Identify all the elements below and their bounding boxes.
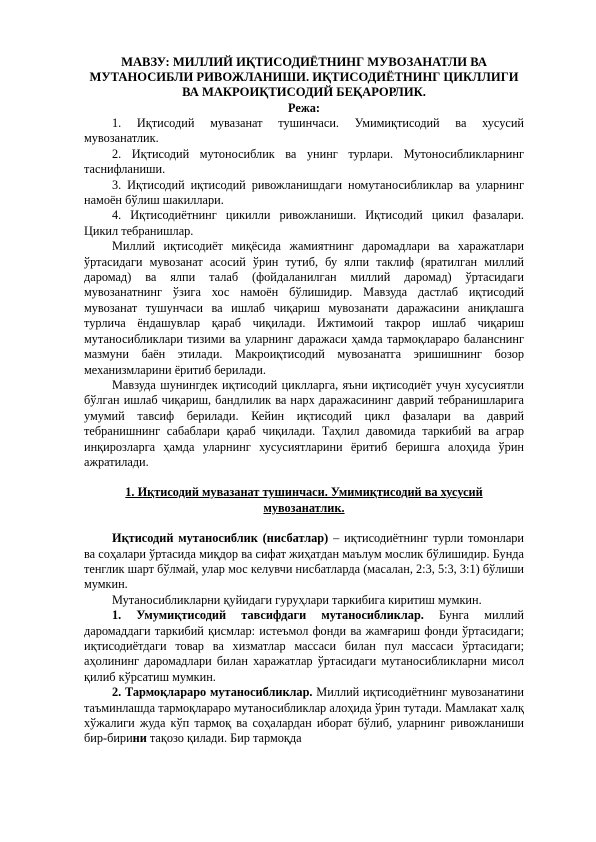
intersectoral-bold-fragment: ни (132, 731, 147, 746)
intersectoral-text-a: Миллий иқтисодиётнинг мувозанатини таъминлашда тармоқлараро мутаносибликлар алоҳида ўрин тутади. Мамлакат халқ хўжалиги жуда кўп тармоқ ва соҳалардан иборат бўлиб, уларнинг ривожланиши бир-бири (84, 685, 524, 746)
plan-item-2: 2. Иқтисодий мутоносиблик ва унинг турлари. Мутоносибликларнинг таснифланиши. (84, 146, 524, 177)
paragraph-intersectoral (84, 685, 524, 747)
general-proportions-text: Бунга миллий даромаддаги таркибий қисмлар: истеъмол фонди ва жамғариш фонди ўртасидаги; иқтисодиётдаги товар ва хизматлар массаси билан пул массаси ўртасидаги; аҳолининг даромадлари билан харажатлар ўртасидаги мутаносибликларни мисол қилиб кўрсатиш мумкин. (84, 608, 524, 684)
intersectoral-heading: 2. Тармоқлараро мутаносибликлар. (112, 685, 313, 700)
document-title: МАВЗУ: МИЛЛИЙ ИҚТИСОДИЁТНИНГ МУВОЗАНАТЛИ ВА МУТАНОСИБЛИ РИВОЖЛАНИШИ. ИҚТИСОДИЁТНИНГ ЦИКЛЛИГИ ВА МАКРОИҚТИСОДИЙ БЕҚАРОРЛИК. (89, 55, 519, 100)
definition-text: – иқтисодиётнинг турли томонлари ва соҳалари ўртасида миқдор ва сифат жиҳатдан маълум мослик бўлишидир. Бунда тенглик шарт бўлмай, улар мос келувчи нисбатларда (масалан, 2:3, 5:3, 3:1) бўлиши мумкин. (84, 531, 525, 592)
term-bold: Иқтисодий мутаносиблик (нисбатлар) (112, 531, 329, 546)
section-1-heading: 1. Иқтисодий мувазанат тушинчаси. Умимиқтисодий ва хусусий мувозанатлик. (125, 485, 483, 515)
intro-paragraph-2: Мавзуда шунингдек иқтисодий циклларга, яъни иқтисодиёт учун хусусиятли бўлган ишлаб чиқариш, бандлилик ва нарх даражасининг даврий тебранишларига умумий тавсиф берилади. Кейин иқтисодий цикл фазалари ва даврий тебранишнинг сабаблари қараб чиқилади. Таҳлил давомида таркибий ва аграр инқирозларга ҳамда уларнинг хусусиятларини ёритиб беришга алоҳида ўрин ажратилади. (84, 377, 524, 469)
paragraph-definition (84, 531, 524, 593)
paragraph-general-proportions (84, 608, 524, 685)
intro-paragraph-1: Миллий иқтисодиёт миқёсида жамиятнинг даромадлари ва харажатлари ўртасидаги мувозанат асосий ўрин тутиб, бу ялпи таклиф (яратилган миллий даромад) ва ялпи талаб (фойдаланилган миллий даромад) ўртасидаги мувозанатнинг ўзига хос намоён бўлишидир. Мавзуда дастлаб иқтисодий мувозанат тушунчаси ва ишлаб чиқариш мувозанати даражасини аниқлашга турлича ёндашувлар қараб чиқилади. Ижтимоий такрор ишлаб чиқариш мутаносибликлари тизими ва уларнинг даражаси ҳамда тармоқлараро баланснинг мазмуни баён этилади. Макроиқтисодий мувозанатга эришишнинг бозор механизмларини ёритиб берилади. (84, 239, 524, 377)
plan-item-1: 1. Иқтисодий мувазанат тушинчаси. Умимиқтисодий ва хусусий мувозанатлик. (84, 116, 524, 146)
plan-label: Режа: (288, 100, 320, 115)
document-page (84, 55, 524, 747)
plan-item-3: 3. Иқтисодий иқтисодий ривожланишдаги номутаносибликлар ва уларнинг намоён бўлиш шакиллари. (84, 177, 524, 208)
intersectoral-text-b: тақозо қилади. Бир тармоқда (146, 731, 302, 746)
general-proportions-heading: 1. Умумиқтисодий тавсифдаги мутаносибликлар. (112, 608, 424, 623)
paragraph-groups: Мутаносибликларни қуйидаги гуруҳлари таркибига киритиш мумкин. (112, 592, 482, 607)
plan-item-4: 4. Иқтисодиётнинг цикилли ривожланиши. Иқтисодий цикил фазалари. Цикил тебранишлар. (84, 208, 524, 238)
